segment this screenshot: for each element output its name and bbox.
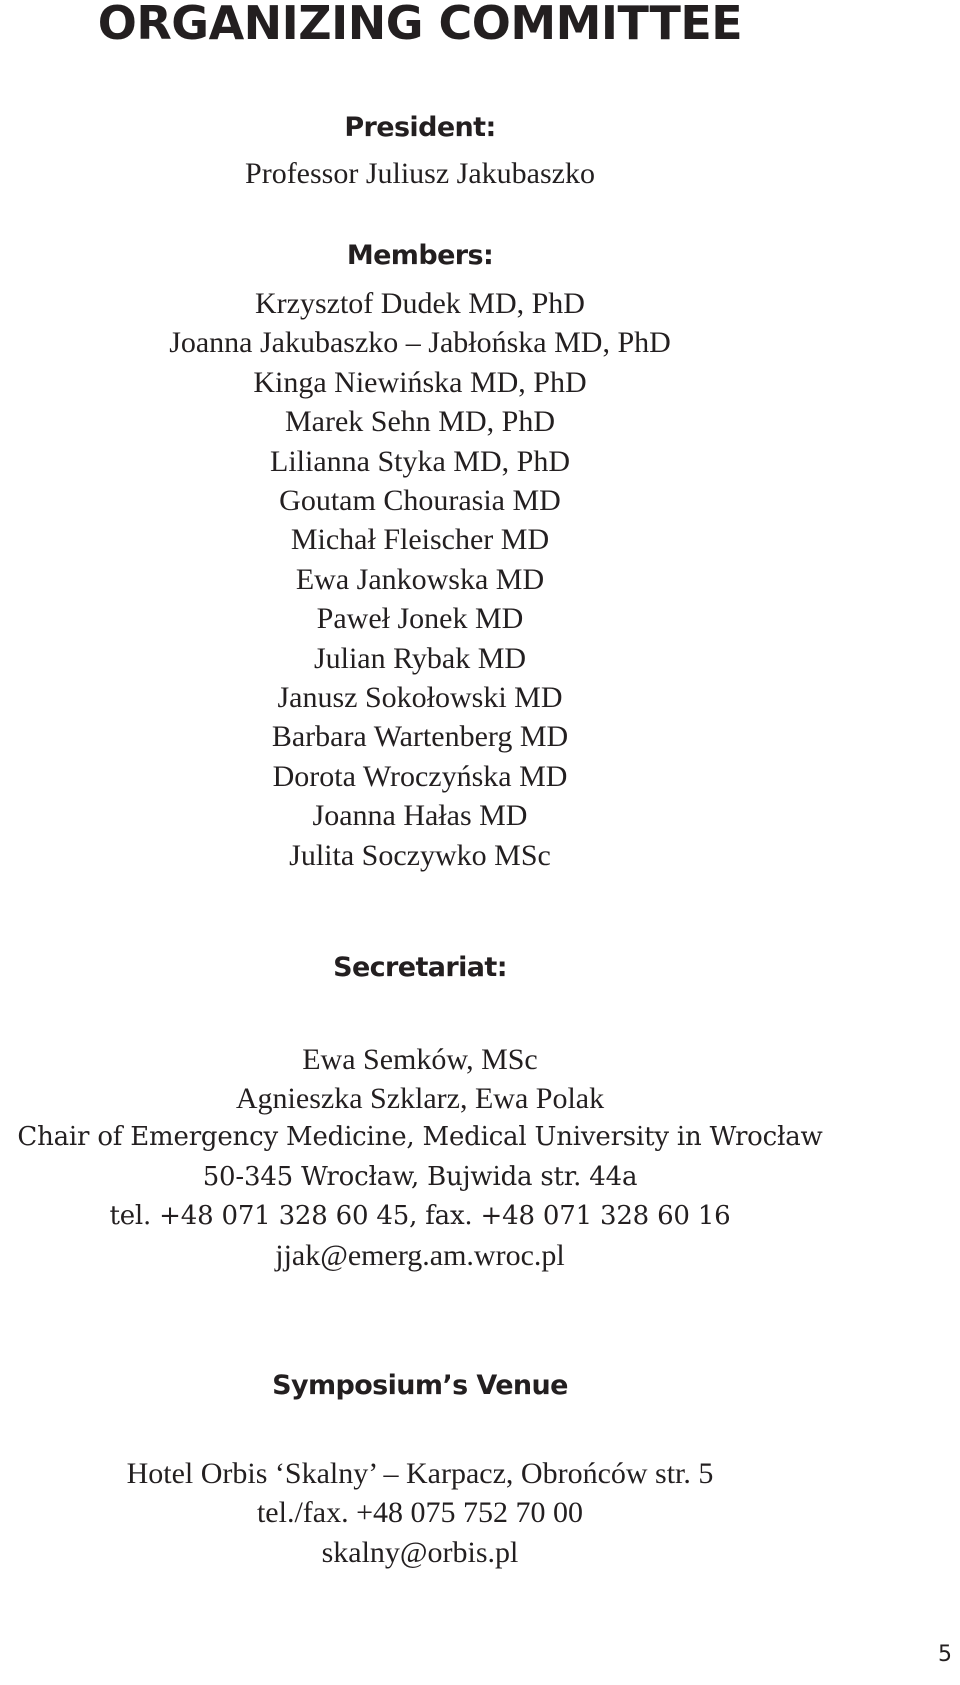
venue-heading: Symposium’s Venue [272,1370,568,1401]
member-name: Julita Soczywko MSc [289,838,551,872]
venue-email: skalny@orbis.pl [321,1535,519,1569]
secretariat-phone-fax: tel. +48 071 328 60 45, fax. +48 071 328 60 16 [109,1200,731,1231]
member-name: Julian Rybak MD [313,641,527,675]
secretariat-address: 50-345 Wrocław, Bujwida str. 44a [202,1161,638,1192]
member-name: Michał Fleischer MD [290,523,550,557]
president-name: Professor Juliusz Jakubaszko [245,157,595,190]
secretariat-section [0,1040,840,1275]
secretariat-contact: Agnieszka Szklarz, Ewa Polak [235,1082,605,1116]
member-name: Joanna Jakubaszko – Jabłońska MD, PhD [169,326,671,360]
member-name: Marek Sehn MD, PhD [285,405,555,439]
page-number: 5 [938,1642,952,1667]
venue-section [0,1454,840,1572]
member-name: Joanna Hałas MD [312,799,528,833]
secretariat-email: jjak@emerg.am.wroc.pl [275,1239,565,1273]
member-name: Paweł Jonek MD [316,602,524,636]
member-name: Dorota Wroczyńska MD [272,759,568,793]
member-name: Lilianna Styka MD, PhD [270,444,570,478]
page-title: ORGANIZING COMMITTEE [97,0,743,50]
members-list [0,284,840,875]
venue-phone-fax: tel./fax. +48 075 752 70 00 [256,1496,584,1530]
president-section [0,154,840,193]
member-name: Barbara Wartenberg MD [271,720,569,754]
secretariat-heading: Secretariat: [333,952,507,983]
venue-hotel-address: Hotel Orbis ‘Skalny’ – Karpacz, Obrońców str. 5 [126,1457,714,1490]
member-name: Goutam Chourasia MD [279,484,561,518]
member-name: Ewa Jankowska MD [295,562,545,596]
president-heading: President: [344,112,496,143]
secretariat-contact: Ewa Semków, MSc [302,1043,538,1076]
member-name: Krzysztof Dudek MD, PhD [255,287,585,320]
members-heading: Members: [346,240,494,271]
member-name: Kinga Niewińska MD, PhD [253,365,587,399]
secretariat-institution: Chair of Emergency Medicine, Medical University in Wrocław [17,1122,823,1153]
member-name: Janusz Sokołowski MD [277,681,563,715]
